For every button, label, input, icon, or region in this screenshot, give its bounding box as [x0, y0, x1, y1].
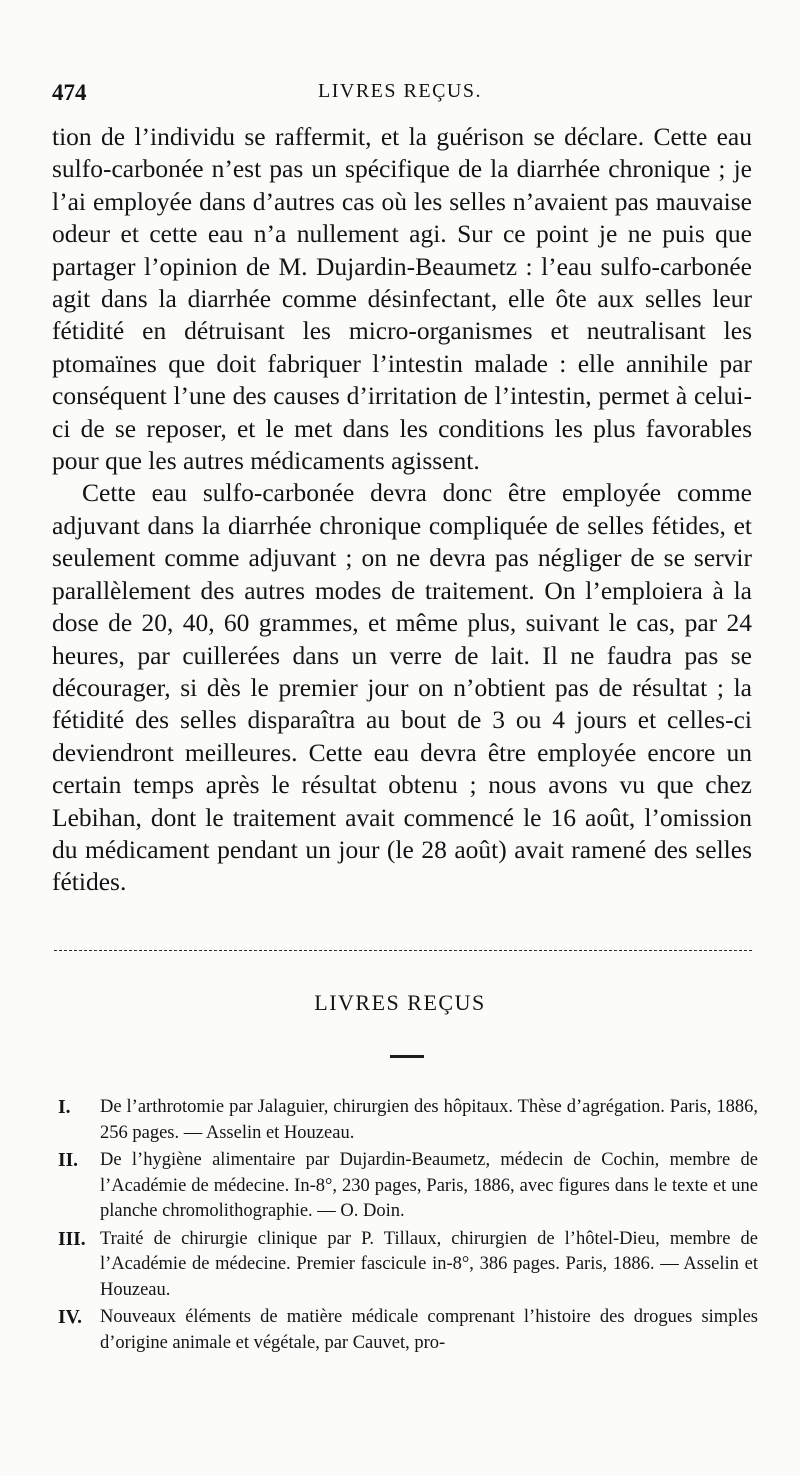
reference-item — [58, 1305, 758, 1356]
reference-text: De l’arthrotomie par Jalaguier, chirurgien des hôpitaux. Thèse d’agrégation. Paris, 1886, 256 pages. — Asselin et Houzeau. — [100, 1097, 758, 1143]
paragraph: tion de l’individu se raffermit, et la guérison se déclare. Cette eau sulfo-carbonée n’est pas un spécifique de la diarrhée chronique ; je l’ai employée dans d’autres cas où les selles n’avaient pas mauvaise odeur et cette eau n’a nullement agi. Sur ce point je ne puis que partager l’opinion de M. Dujardin-Beaumetz : l’eau sulfo-carbonée agit dans la diarrhée comme désinfectant, elle ôte aux selles leur fétidité en détruisant les micro-organismes et neutralisant les ptomaïnes que doit fabriquer l’intestin malade : elle annihile par conséquent l’une des causes d’irritation de l’intestin, permet à celui-ci de se reposer, et le met dans les conditions les plus favorables pour que les autres médicaments agissent. — [52, 122, 752, 476]
running-head — [52, 80, 748, 112]
reference-number: I. — [58, 1097, 71, 1118]
reference-text: Traité de chirurgie clinique par P. Tillaux, chirurgien de l’hôtel-Dieu, membre de l’Académie de médecine. Premier fascicule in-8°, 386 pages. Paris, 1886. — Asselin et Houzeau. — [100, 1228, 758, 1300]
section-divider — [54, 950, 752, 951]
reference-item — [58, 1095, 758, 1146]
paragraph: Cette eau sulfo-carbonée devra donc être employée comme adjuvant dans la diarrhée chronique compliquée de selles fétides, et seulement comme adjuvant ; on ne devra pas négliger de se servir parallèlement des autres modes de traitement. On l’emploiera à la dose de 20, 40, 60 grammes, et même plus, suivant le cas, par 24 heures, par cuillerées dans un verre de lait. Il ne faudra pas se décourager, si dès le premier jour on n’obtient pas de résultat ; la fétidité des selles disparaîtra au bout de 3 ou 4 jours et celles-ci deviendront meilleures. Cette eau devra être employée encore un certain temps après le résultat obtenu ; nous avons vu que chez Lebihan, dont le traitement avait commencé le 16 août, l’omission du médicament pendant un jour (le 28 août) avait ramené des selles fétides. — [52, 478, 752, 897]
reference-number: III. — [58, 1228, 86, 1250]
body-text — [52, 121, 752, 899]
running-title: LIVRES REÇUS. — [318, 80, 482, 102]
reference-item — [58, 1148, 758, 1225]
reference-number: II. — [58, 1150, 79, 1171]
title-underline — [390, 1055, 424, 1058]
reference-text: De l’hygiène alimentaire par Dujardin-Beaumetz, médecin de Cochin, membre de l’Académie de médecine. In-8°, 230 pages, Paris, 1886, avec figures dans le texte et une planche chromolithographie. — O. Doin. — [100, 1150, 758, 1221]
reference-list — [58, 1095, 758, 1358]
reference-number: IV. — [58, 1307, 83, 1328]
reference-item — [58, 1227, 758, 1304]
section-title: LIVRES REÇUS — [314, 990, 486, 1015]
page-number: 474 — [52, 80, 87, 105]
reference-text: Nouveaux éléments de matière médicale comprenant l’histoire des drogues simples d’origine animale et végétale, par Cauvet, pro- — [100, 1307, 758, 1353]
